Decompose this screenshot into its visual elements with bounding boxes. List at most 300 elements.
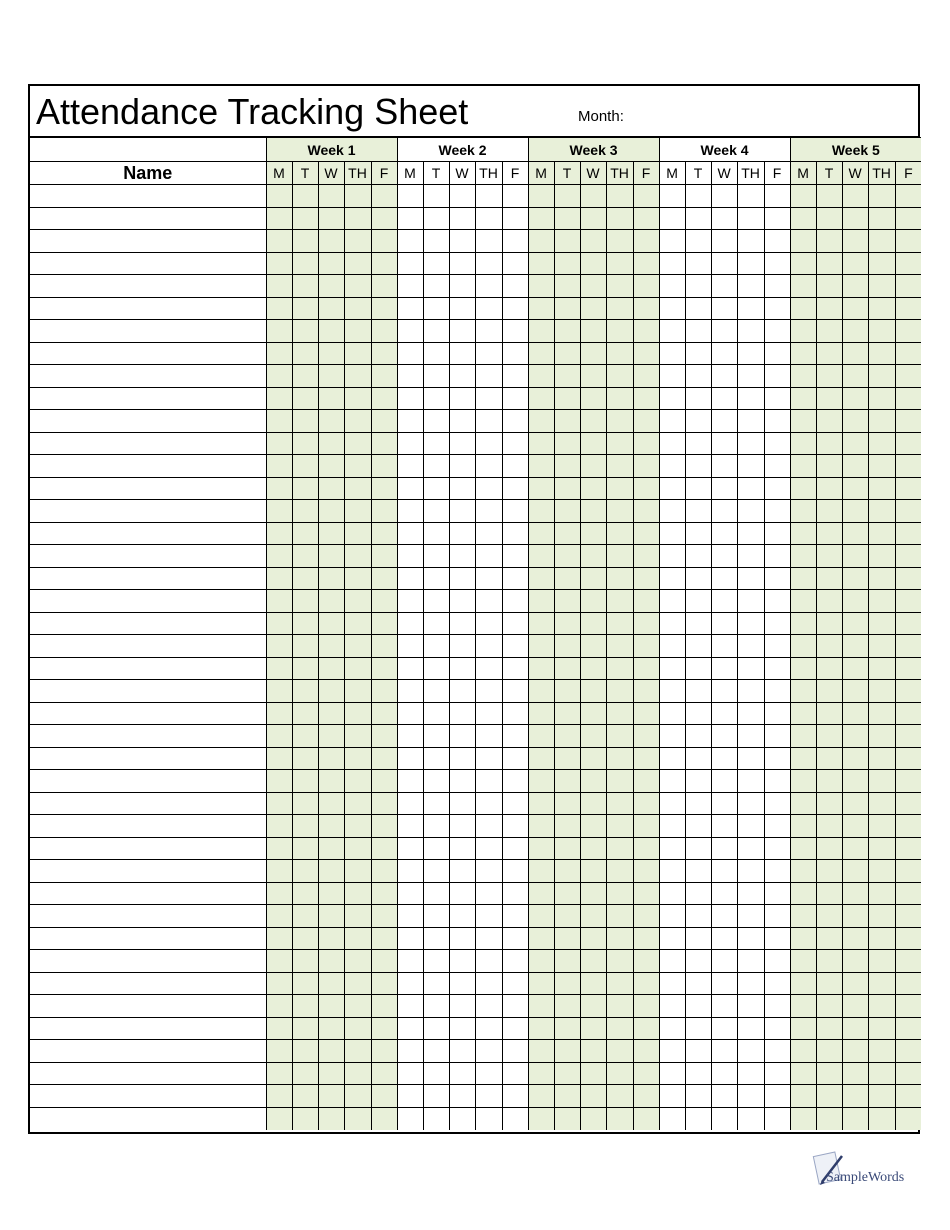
- name-cell[interactable]: [30, 995, 266, 1018]
- attendance-cell[interactable]: [344, 747, 371, 770]
- attendance-cell[interactable]: [397, 1085, 423, 1108]
- attendance-cell[interactable]: [711, 522, 737, 545]
- attendance-cell[interactable]: [528, 522, 554, 545]
- attendance-cell[interactable]: [423, 635, 449, 658]
- attendance-cell[interactable]: [292, 455, 318, 478]
- attendance-cell[interactable]: [318, 657, 344, 680]
- name-cell[interactable]: [30, 972, 266, 995]
- attendance-cell[interactable]: [475, 837, 502, 860]
- attendance-cell[interactable]: [816, 657, 842, 680]
- attendance-cell[interactable]: [266, 500, 292, 523]
- attendance-cell[interactable]: [580, 1107, 606, 1130]
- attendance-cell[interactable]: [606, 815, 633, 838]
- attendance-cell[interactable]: [344, 455, 371, 478]
- attendance-cell[interactable]: [397, 545, 423, 568]
- attendance-cell[interactable]: [371, 612, 397, 635]
- attendance-cell[interactable]: [528, 680, 554, 703]
- attendance-cell[interactable]: [292, 635, 318, 658]
- attendance-cell[interactable]: [737, 230, 764, 253]
- attendance-cell[interactable]: [633, 972, 659, 995]
- attendance-cell[interactable]: [371, 252, 397, 275]
- attendance-cell[interactable]: [790, 882, 816, 905]
- attendance-cell[interactable]: [266, 950, 292, 973]
- attendance-cell[interactable]: [371, 860, 397, 883]
- attendance-cell[interactable]: [371, 297, 397, 320]
- attendance-cell[interactable]: [685, 477, 711, 500]
- attendance-cell[interactable]: [344, 1107, 371, 1130]
- attendance-cell[interactable]: [502, 590, 528, 613]
- attendance-cell[interactable]: [842, 387, 868, 410]
- attendance-cell[interactable]: [868, 635, 895, 658]
- attendance-cell[interactable]: [318, 320, 344, 343]
- attendance-cell[interactable]: [502, 725, 528, 748]
- attendance-cell[interactable]: [266, 252, 292, 275]
- attendance-cell[interactable]: [423, 950, 449, 973]
- attendance-cell[interactable]: [633, 455, 659, 478]
- attendance-cell[interactable]: [633, 882, 659, 905]
- attendance-cell[interactable]: [371, 1107, 397, 1130]
- attendance-cell[interactable]: [449, 252, 475, 275]
- attendance-cell[interactable]: [711, 1062, 737, 1085]
- attendance-cell[interactable]: [266, 320, 292, 343]
- attendance-cell[interactable]: [423, 837, 449, 860]
- attendance-cell[interactable]: [266, 612, 292, 635]
- attendance-cell[interactable]: [685, 410, 711, 433]
- attendance-cell[interactable]: [737, 972, 764, 995]
- attendance-cell[interactable]: [266, 230, 292, 253]
- attendance-cell[interactable]: [764, 1040, 790, 1063]
- attendance-cell[interactable]: [528, 635, 554, 658]
- attendance-cell[interactable]: [606, 882, 633, 905]
- attendance-cell[interactable]: [737, 185, 764, 208]
- attendance-cell[interactable]: [685, 252, 711, 275]
- attendance-cell[interactable]: [344, 680, 371, 703]
- attendance-cell[interactable]: [292, 1062, 318, 1085]
- attendance-cell[interactable]: [685, 680, 711, 703]
- name-cell[interactable]: [30, 927, 266, 950]
- attendance-cell[interactable]: [318, 702, 344, 725]
- attendance-cell[interactable]: [344, 342, 371, 365]
- attendance-cell[interactable]: [423, 185, 449, 208]
- attendance-cell[interactable]: [580, 230, 606, 253]
- attendance-cell[interactable]: [790, 1017, 816, 1040]
- attendance-cell[interactable]: [764, 1017, 790, 1040]
- attendance-cell[interactable]: [292, 522, 318, 545]
- attendance-cell[interactable]: [318, 1017, 344, 1040]
- attendance-cell[interactable]: [266, 387, 292, 410]
- attendance-cell[interactable]: [868, 432, 895, 455]
- attendance-cell[interactable]: [606, 207, 633, 230]
- attendance-cell[interactable]: [502, 882, 528, 905]
- attendance-cell[interactable]: [528, 702, 554, 725]
- attendance-cell[interactable]: [528, 207, 554, 230]
- attendance-cell[interactable]: [580, 477, 606, 500]
- attendance-cell[interactable]: [659, 590, 685, 613]
- attendance-cell[interactable]: [764, 882, 790, 905]
- attendance-cell[interactable]: [580, 747, 606, 770]
- attendance-cell[interactable]: [868, 252, 895, 275]
- attendance-cell[interactable]: [633, 477, 659, 500]
- attendance-cell[interactable]: [606, 185, 633, 208]
- attendance-cell[interactable]: [423, 1107, 449, 1130]
- attendance-cell[interactable]: [371, 342, 397, 365]
- attendance-cell[interactable]: [292, 432, 318, 455]
- attendance-cell[interactable]: [895, 882, 921, 905]
- attendance-cell[interactable]: [868, 455, 895, 478]
- attendance-cell[interactable]: [711, 702, 737, 725]
- attendance-cell[interactable]: [371, 432, 397, 455]
- attendance-cell[interactable]: [554, 792, 580, 815]
- attendance-cell[interactable]: [397, 635, 423, 658]
- attendance-cell[interactable]: [423, 1085, 449, 1108]
- attendance-cell[interactable]: [842, 882, 868, 905]
- attendance-cell[interactable]: [737, 702, 764, 725]
- attendance-cell[interactable]: [895, 905, 921, 928]
- attendance-cell[interactable]: [580, 1062, 606, 1085]
- attendance-cell[interactable]: [502, 410, 528, 433]
- attendance-cell[interactable]: [266, 432, 292, 455]
- attendance-cell[interactable]: [292, 837, 318, 860]
- attendance-cell[interactable]: [449, 972, 475, 995]
- attendance-cell[interactable]: [790, 455, 816, 478]
- attendance-cell[interactable]: [842, 185, 868, 208]
- attendance-cell[interactable]: [685, 837, 711, 860]
- attendance-cell[interactable]: [475, 567, 502, 590]
- attendance-cell[interactable]: [685, 207, 711, 230]
- attendance-cell[interactable]: [449, 680, 475, 703]
- attendance-cell[interactable]: [580, 207, 606, 230]
- attendance-cell[interactable]: [502, 1017, 528, 1040]
- attendance-cell[interactable]: [554, 545, 580, 568]
- attendance-cell[interactable]: [475, 972, 502, 995]
- attendance-cell[interactable]: [475, 680, 502, 703]
- attendance-cell[interactable]: [633, 590, 659, 613]
- attendance-cell[interactable]: [895, 1107, 921, 1130]
- attendance-cell[interactable]: [371, 275, 397, 298]
- attendance-cell[interactable]: [475, 725, 502, 748]
- attendance-cell[interactable]: [397, 657, 423, 680]
- attendance-cell[interactable]: [502, 297, 528, 320]
- attendance-cell[interactable]: [580, 770, 606, 793]
- attendance-cell[interactable]: [711, 275, 737, 298]
- attendance-cell[interactable]: [816, 635, 842, 658]
- attendance-cell[interactable]: [790, 567, 816, 590]
- attendance-cell[interactable]: [790, 770, 816, 793]
- attendance-cell[interactable]: [764, 252, 790, 275]
- attendance-cell[interactable]: [633, 410, 659, 433]
- attendance-cell[interactable]: [292, 387, 318, 410]
- attendance-cell[interactable]: [868, 882, 895, 905]
- name-cell[interactable]: [30, 252, 266, 275]
- attendance-cell[interactable]: [266, 770, 292, 793]
- attendance-cell[interactable]: [397, 725, 423, 748]
- attendance-cell[interactable]: [449, 725, 475, 748]
- attendance-cell[interactable]: [554, 837, 580, 860]
- attendance-cell[interactable]: [737, 950, 764, 973]
- attendance-cell[interactable]: [554, 747, 580, 770]
- name-cell[interactable]: [30, 320, 266, 343]
- attendance-cell[interactable]: [842, 432, 868, 455]
- attendance-cell[interactable]: [580, 702, 606, 725]
- attendance-cell[interactable]: [502, 365, 528, 388]
- attendance-cell[interactable]: [606, 1062, 633, 1085]
- attendance-cell[interactable]: [685, 1017, 711, 1040]
- attendance-cell[interactable]: [344, 365, 371, 388]
- attendance-cell[interactable]: [554, 702, 580, 725]
- attendance-cell[interactable]: [554, 455, 580, 478]
- attendance-cell[interactable]: [266, 567, 292, 590]
- attendance-cell[interactable]: [737, 1062, 764, 1085]
- attendance-cell[interactable]: [475, 275, 502, 298]
- attendance-cell[interactable]: [397, 432, 423, 455]
- name-cell[interactable]: [30, 365, 266, 388]
- attendance-cell[interactable]: [868, 500, 895, 523]
- attendance-cell[interactable]: [502, 185, 528, 208]
- attendance-cell[interactable]: [344, 950, 371, 973]
- attendance-cell[interactable]: [737, 1107, 764, 1130]
- attendance-cell[interactable]: [554, 635, 580, 658]
- attendance-cell[interactable]: [633, 545, 659, 568]
- attendance-cell[interactable]: [685, 905, 711, 928]
- attendance-cell[interactable]: [737, 275, 764, 298]
- attendance-cell[interactable]: [659, 567, 685, 590]
- attendance-cell[interactable]: [842, 927, 868, 950]
- attendance-cell[interactable]: [318, 725, 344, 748]
- attendance-cell[interactable]: [502, 1062, 528, 1085]
- attendance-cell[interactable]: [606, 1085, 633, 1108]
- attendance-cell[interactable]: [868, 1062, 895, 1085]
- attendance-cell[interactable]: [371, 455, 397, 478]
- attendance-cell[interactable]: [764, 702, 790, 725]
- attendance-cell[interactable]: [659, 702, 685, 725]
- attendance-cell[interactable]: [554, 905, 580, 928]
- attendance-cell[interactable]: [633, 1107, 659, 1130]
- attendance-cell[interactable]: [606, 972, 633, 995]
- attendance-cell[interactable]: [266, 680, 292, 703]
- attendance-cell[interactable]: [606, 387, 633, 410]
- attendance-cell[interactable]: [633, 950, 659, 973]
- attendance-cell[interactable]: [895, 837, 921, 860]
- attendance-cell[interactable]: [711, 432, 737, 455]
- name-cell[interactable]: [30, 545, 266, 568]
- attendance-cell[interactable]: [528, 477, 554, 500]
- attendance-cell[interactable]: [423, 522, 449, 545]
- attendance-cell[interactable]: [764, 815, 790, 838]
- attendance-cell[interactable]: [554, 567, 580, 590]
- attendance-cell[interactable]: [842, 545, 868, 568]
- attendance-cell[interactable]: [449, 455, 475, 478]
- attendance-cell[interactable]: [475, 1017, 502, 1040]
- attendance-cell[interactable]: [344, 860, 371, 883]
- attendance-cell[interactable]: [475, 455, 502, 478]
- attendance-cell[interactable]: [842, 477, 868, 500]
- attendance-cell[interactable]: [606, 1040, 633, 1063]
- attendance-cell[interactable]: [737, 365, 764, 388]
- attendance-cell[interactable]: [266, 747, 292, 770]
- attendance-cell[interactable]: [842, 455, 868, 478]
- attendance-cell[interactable]: [764, 792, 790, 815]
- attendance-cell[interactable]: [711, 590, 737, 613]
- attendance-cell[interactable]: [344, 410, 371, 433]
- attendance-cell[interactable]: [790, 1107, 816, 1130]
- name-cell[interactable]: [30, 342, 266, 365]
- attendance-cell[interactable]: [449, 230, 475, 253]
- attendance-cell[interactable]: [502, 612, 528, 635]
- attendance-cell[interactable]: [371, 972, 397, 995]
- attendance-cell[interactable]: [711, 837, 737, 860]
- attendance-cell[interactable]: [344, 252, 371, 275]
- attendance-cell[interactable]: [606, 410, 633, 433]
- attendance-cell[interactable]: [580, 1040, 606, 1063]
- attendance-cell[interactable]: [292, 950, 318, 973]
- attendance-cell[interactable]: [528, 590, 554, 613]
- attendance-cell[interactable]: [816, 927, 842, 950]
- attendance-cell[interactable]: [266, 1017, 292, 1040]
- attendance-cell[interactable]: [449, 927, 475, 950]
- attendance-cell[interactable]: [659, 207, 685, 230]
- attendance-cell[interactable]: [790, 230, 816, 253]
- attendance-cell[interactable]: [475, 702, 502, 725]
- attendance-cell[interactable]: [502, 815, 528, 838]
- attendance-cell[interactable]: [266, 792, 292, 815]
- attendance-cell[interactable]: [895, 1040, 921, 1063]
- attendance-cell[interactable]: [371, 410, 397, 433]
- attendance-cell[interactable]: [790, 950, 816, 973]
- attendance-cell[interactable]: [344, 725, 371, 748]
- name-cell[interactable]: [30, 725, 266, 748]
- attendance-cell[interactable]: [397, 702, 423, 725]
- attendance-cell[interactable]: [554, 365, 580, 388]
- attendance-cell[interactable]: [737, 1085, 764, 1108]
- attendance-cell[interactable]: [633, 297, 659, 320]
- attendance-cell[interactable]: [397, 252, 423, 275]
- attendance-cell[interactable]: [318, 365, 344, 388]
- attendance-cell[interactable]: [318, 522, 344, 545]
- attendance-cell[interactable]: [895, 207, 921, 230]
- attendance-cell[interactable]: [790, 860, 816, 883]
- attendance-cell[interactable]: [371, 747, 397, 770]
- attendance-cell[interactable]: [528, 1017, 554, 1040]
- attendance-cell[interactable]: [502, 522, 528, 545]
- attendance-cell[interactable]: [318, 297, 344, 320]
- attendance-cell[interactable]: [397, 1017, 423, 1040]
- attendance-cell[interactable]: [449, 747, 475, 770]
- attendance-cell[interactable]: [371, 387, 397, 410]
- name-cell[interactable]: [30, 567, 266, 590]
- attendance-cell[interactable]: [895, 590, 921, 613]
- attendance-cell[interactable]: [397, 747, 423, 770]
- attendance-cell[interactable]: [423, 230, 449, 253]
- attendance-cell[interactable]: [764, 230, 790, 253]
- attendance-cell[interactable]: [528, 905, 554, 928]
- attendance-cell[interactable]: [475, 342, 502, 365]
- attendance-cell[interactable]: [816, 387, 842, 410]
- attendance-cell[interactable]: [449, 635, 475, 658]
- attendance-cell[interactable]: [659, 770, 685, 793]
- attendance-cell[interactable]: [868, 612, 895, 635]
- attendance-cell[interactable]: [685, 815, 711, 838]
- attendance-cell[interactable]: [554, 207, 580, 230]
- attendance-cell[interactable]: [764, 950, 790, 973]
- attendance-cell[interactable]: [502, 1107, 528, 1130]
- attendance-cell[interactable]: [895, 815, 921, 838]
- attendance-cell[interactable]: [449, 905, 475, 928]
- attendance-cell[interactable]: [266, 455, 292, 478]
- attendance-cell[interactable]: [895, 770, 921, 793]
- attendance-cell[interactable]: [868, 680, 895, 703]
- attendance-cell[interactable]: [371, 185, 397, 208]
- attendance-cell[interactable]: [816, 455, 842, 478]
- attendance-cell[interactable]: [633, 207, 659, 230]
- attendance-cell[interactable]: [764, 275, 790, 298]
- attendance-cell[interactable]: [868, 230, 895, 253]
- attendance-cell[interactable]: [449, 207, 475, 230]
- attendance-cell[interactable]: [502, 1085, 528, 1108]
- attendance-cell[interactable]: [737, 882, 764, 905]
- attendance-cell[interactable]: [318, 1085, 344, 1108]
- attendance-cell[interactable]: [292, 252, 318, 275]
- attendance-cell[interactable]: [475, 882, 502, 905]
- attendance-cell[interactable]: [318, 342, 344, 365]
- attendance-cell[interactable]: [397, 612, 423, 635]
- attendance-cell[interactable]: [449, 432, 475, 455]
- attendance-cell[interactable]: [842, 815, 868, 838]
- attendance-cell[interactable]: [397, 477, 423, 500]
- attendance-cell[interactable]: [790, 635, 816, 658]
- attendance-cell[interactable]: [895, 365, 921, 388]
- attendance-cell[interactable]: [423, 410, 449, 433]
- attendance-cell[interactable]: [633, 342, 659, 365]
- attendance-cell[interactable]: [580, 185, 606, 208]
- attendance-cell[interactable]: [842, 680, 868, 703]
- attendance-cell[interactable]: [318, 387, 344, 410]
- attendance-cell[interactable]: [633, 567, 659, 590]
- attendance-cell[interactable]: [606, 770, 633, 793]
- attendance-cell[interactable]: [842, 995, 868, 1018]
- attendance-cell[interactable]: [397, 950, 423, 973]
- name-cell[interactable]: [30, 882, 266, 905]
- attendance-cell[interactable]: [371, 657, 397, 680]
- attendance-cell[interactable]: [318, 882, 344, 905]
- attendance-cell[interactable]: [685, 927, 711, 950]
- attendance-cell[interactable]: [528, 455, 554, 478]
- attendance-cell[interactable]: [580, 590, 606, 613]
- attendance-cell[interactable]: [423, 995, 449, 1018]
- attendance-cell[interactable]: [711, 477, 737, 500]
- attendance-cell[interactable]: [790, 837, 816, 860]
- attendance-cell[interactable]: [868, 770, 895, 793]
- attendance-cell[interactable]: [816, 995, 842, 1018]
- name-cell[interactable]: [30, 612, 266, 635]
- attendance-cell[interactable]: [371, 815, 397, 838]
- attendance-cell[interactable]: [266, 882, 292, 905]
- attendance-cell[interactable]: [711, 680, 737, 703]
- attendance-cell[interactable]: [868, 387, 895, 410]
- attendance-cell[interactable]: [764, 725, 790, 748]
- attendance-cell[interactable]: [292, 882, 318, 905]
- attendance-cell[interactable]: [633, 657, 659, 680]
- attendance-cell[interactable]: [685, 365, 711, 388]
- attendance-cell[interactable]: [371, 207, 397, 230]
- attendance-cell[interactable]: [606, 432, 633, 455]
- attendance-cell[interactable]: [606, 590, 633, 613]
- attendance-cell[interactable]: [842, 860, 868, 883]
- attendance-cell[interactable]: [528, 725, 554, 748]
- attendance-cell[interactable]: [371, 1040, 397, 1063]
- attendance-cell[interactable]: [895, 320, 921, 343]
- attendance-cell[interactable]: [292, 297, 318, 320]
- attendance-cell[interactable]: [764, 972, 790, 995]
